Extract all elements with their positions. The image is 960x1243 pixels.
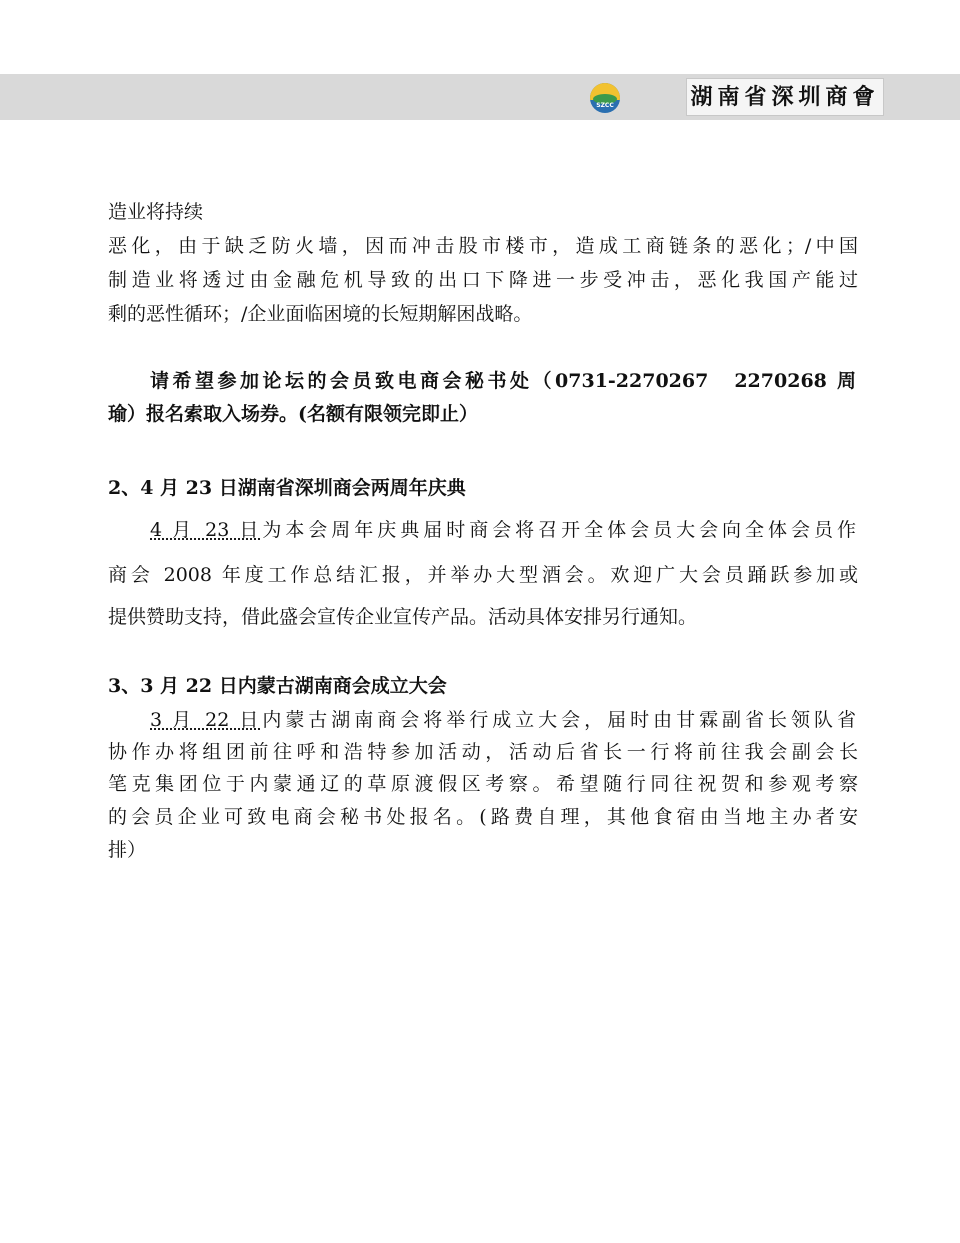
- section2-line3: 提供赞助支持，借此盛会宣传企业宣传产品。活动具体安排另行通知。: [108, 606, 698, 628]
- section2-line1: [150, 518, 856, 542]
- section1-line3: 制造业将透过由金融危机导致的出口下降进一步受冲击，恶化我国产能过: [108, 269, 858, 291]
- section3-line4: 的会员企业可致电商会秘书处报名。(路费自理，其他食宿由当地主办者安: [108, 806, 858, 828]
- section2-date: 4 月 23 日: [150, 519, 263, 541]
- section3-line1: [150, 708, 856, 732]
- section1-line1: 造业将持续: [108, 201, 204, 223]
- section2-line2: 商会 2008 年度工作总结汇报，并举办大型酒会。欢迎广大会员踊跃参加或: [108, 564, 858, 586]
- section3-line5: 排）: [108, 839, 147, 861]
- section3-heading: 3、3 月 22 日内蒙古湖南商会成立大会: [108, 675, 447, 697]
- section3-line1-text: 内蒙古湖南商会将举行成立大会，届时由甘霖副省长领队省: [262, 709, 856, 731]
- szcc-logo-icon: [590, 83, 620, 113]
- section1-line2: 恶化，由于缺乏防火墙，因而冲击股市楼市，造成工商链条的恶化；/中国: [108, 235, 858, 257]
- notice-line2: 瑜）报名索取入场券。(名额有限领完即止）: [108, 403, 478, 425]
- section3-line2: 协作办将组团前往呼和浩特参加活动，活动后省长一行将前往我会副会长: [108, 741, 858, 763]
- org-name-banner: 湖南省深圳商會: [686, 78, 884, 116]
- section3-date: 3 月 22 日: [150, 709, 263, 731]
- logo-text: SZCC: [596, 102, 614, 109]
- section1-line4: 剩的恶性循环；/企业面临困境的长短期解困战略。: [108, 303, 533, 325]
- section2-line1-text: 为本会周年庆典届时商会将召开全体会员大会向全体会员作: [262, 519, 856, 541]
- section3-line3: 笔克集团位于内蒙通辽的草原渡假区考察。希望随行同往祝贺和参观考察: [108, 773, 858, 795]
- notice-line1: 请希望参加论坛的会员致电商会秘书处（0731-2270267 2270268 周: [150, 370, 856, 392]
- section2-heading: 2、4 月 23 日湖南省深圳商会两周年庆典: [108, 477, 466, 499]
